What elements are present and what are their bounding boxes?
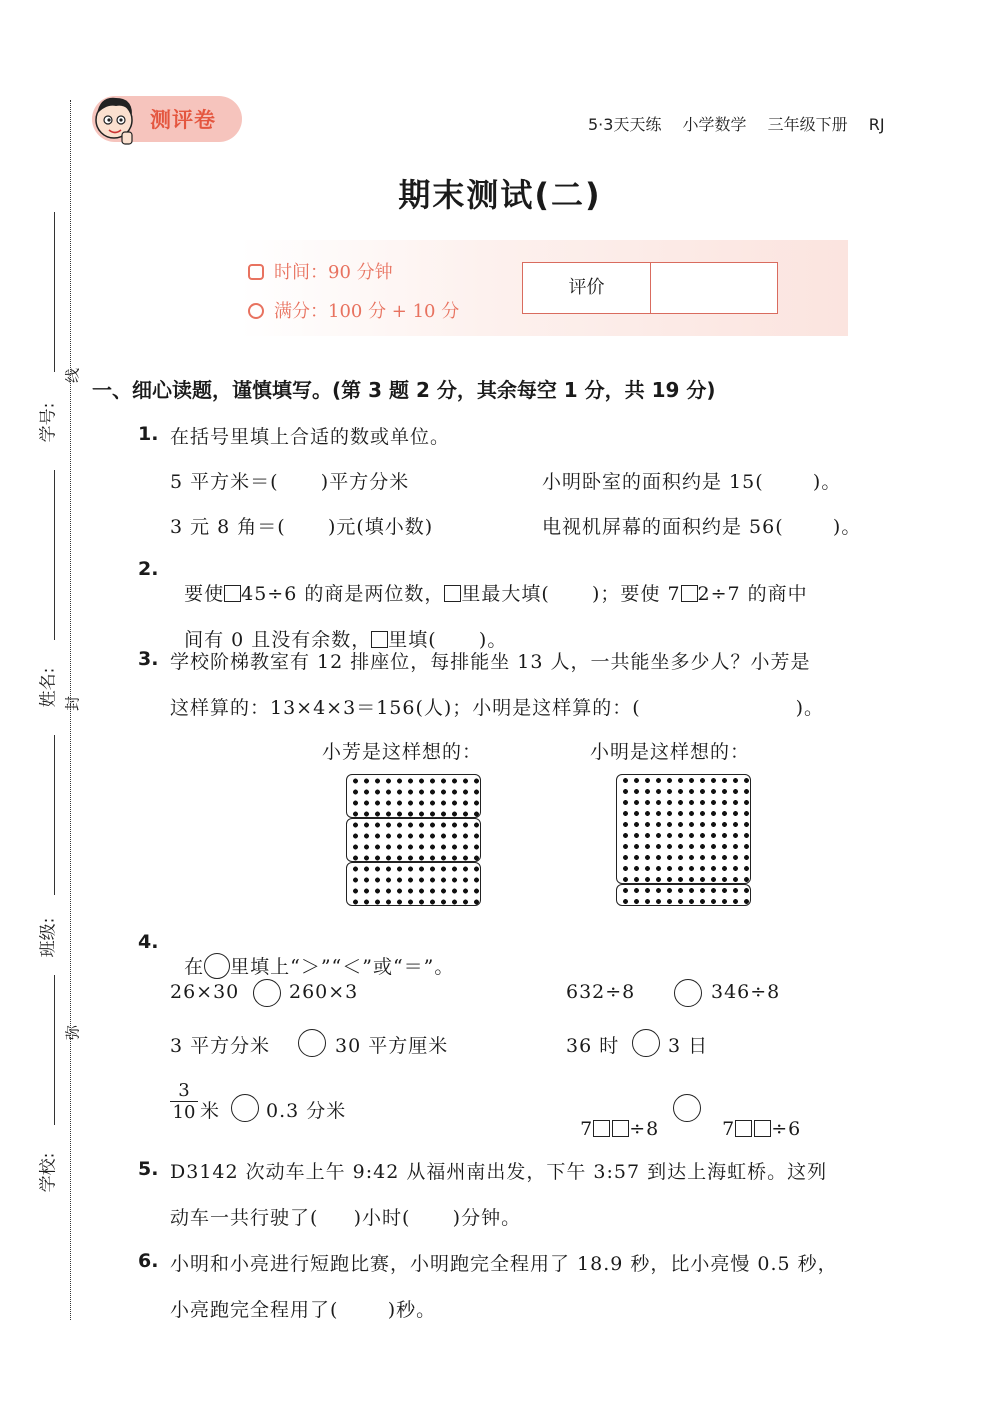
q6-line2: 小亮跑完全程用了( )秒。: [170, 1299, 437, 1321]
school-label: 学校:: [38, 1152, 59, 1193]
digit: 7: [722, 1118, 736, 1140]
question-number: 2.: [138, 558, 159, 580]
question-number: 4.: [138, 931, 159, 953]
compare-circle[interactable]: [632, 1029, 660, 1057]
q2-text-part: 间有 0 且没有余数，: [184, 629, 372, 651]
q3-line2: 这样算的：13×4×3＝156(人)；小明是这样算的：( )。: [170, 697, 824, 719]
compare-left-a: 632÷8: [566, 981, 636, 1003]
blank-square[interactable]: [612, 1120, 629, 1137]
grade-name: 三年级下册: [767, 115, 848, 134]
q2-text-part: 2÷7 的商中: [697, 583, 808, 605]
compare-left-b: 260×3: [289, 981, 359, 1003]
page-title: 期末测试(二): [398, 176, 602, 214]
operator-text: ÷8: [629, 1118, 660, 1140]
blank-square[interactable]: [224, 585, 241, 602]
compare-right-expr-b: [708, 1096, 801, 1140]
question-number: 5.: [138, 1158, 159, 1180]
class-rule: [54, 735, 55, 895]
compare-left-a: 米: [200, 1100, 221, 1122]
compare-left-a: 26×30: [170, 981, 240, 1003]
student-id-label: 学号:: [38, 402, 59, 443]
digit: 7: [580, 1118, 594, 1140]
blank-square[interactable]: [681, 585, 698, 602]
q2-text-part: 里最大填( )；要使 7: [461, 583, 681, 605]
evaluation-label: 评价: [523, 263, 651, 313]
check-icon: [248, 303, 264, 319]
subject-name: 小学数学: [682, 115, 747, 134]
badge-label: 测评卷: [150, 108, 216, 132]
q1-blank-b: 小明卧室的面积约是 15( )。: [542, 471, 842, 493]
compare-circle[interactable]: [253, 979, 281, 1007]
q1-blank-a: 5 平方米＝( )平方分米: [170, 471, 410, 493]
seal-mark-line: 线: [63, 368, 82, 384]
question-number: 3.: [138, 648, 159, 670]
q2-line1: [170, 557, 808, 606]
compare-left-a: 3 平方分米: [170, 1035, 271, 1057]
q2-text-part: 45÷6 的商是两位数，: [241, 583, 445, 605]
compare-circle[interactable]: [674, 979, 702, 1007]
compare-left-b: 30 平方厘米: [335, 1035, 449, 1057]
seal-mark-close: 弥: [63, 1025, 82, 1041]
edition-name: RJ: [868, 115, 885, 134]
question-number: 6.: [138, 1250, 159, 1272]
compare-circle[interactable]: [298, 1029, 326, 1057]
dot-array-group: [346, 862, 481, 906]
name-label: 姓名:: [38, 667, 59, 708]
q2-text-part: 里填( )。: [388, 629, 508, 651]
time-text: 时间：90 分钟: [274, 262, 393, 283]
operator-text: ÷6: [771, 1118, 802, 1140]
dot-array-large: [616, 774, 751, 884]
score-text: 满分：100 分 + 10 分: [274, 301, 460, 322]
evaluation-box: [522, 262, 778, 314]
time-row: [248, 258, 393, 284]
question-text: 在括号里填上合适的数或单位。: [170, 426, 451, 448]
blank-square[interactable]: [754, 1120, 771, 1137]
blank-square[interactable]: [371, 631, 388, 648]
blank-square[interactable]: [444, 585, 461, 602]
ming-caption: 小明是这样想的：: [590, 741, 751, 763]
score-row: [248, 297, 459, 323]
compare-circle[interactable]: [204, 953, 230, 979]
section-title: 一、细心读题，谨慎填写。(第 3 题 2 分，其余每空 1 分，共 19 分): [92, 378, 716, 402]
fraction-denominator: 10: [172, 1102, 196, 1123]
q4-text: [170, 930, 454, 979]
dot-array-small: [616, 884, 751, 906]
compare-left-b: 3 日: [668, 1035, 709, 1057]
dot-array-group: [346, 818, 481, 862]
q3-line1: 学校阶梯教室有 12 排座位，每排能坐 13 人，一共能坐多少人？小芳是: [170, 651, 811, 673]
series-name: 5·3天天练: [588, 115, 662, 134]
name-rule: [54, 470, 55, 640]
student-id-rule: [54, 212, 55, 372]
clock-icon: [248, 264, 264, 280]
compare-circle[interactable]: [231, 1094, 259, 1122]
seal-mark-seal: 封: [63, 696, 82, 712]
q2-text-part: 要使: [184, 583, 225, 605]
q4-text-part: 在: [184, 956, 205, 978]
compare-left-a: 36 时: [566, 1035, 620, 1057]
q4-text-part: 里填上“＞”“＜”或“＝”。: [230, 956, 455, 978]
dot-array-group: [346, 774, 481, 818]
compare-left-b: 346÷8: [711, 981, 781, 1003]
fang-caption: 小芳是这样想的：: [322, 741, 483, 763]
compare-left-b: 0.3 分米: [266, 1100, 347, 1122]
q2-line2: [170, 603, 507, 652]
question-number: 1.: [138, 423, 159, 445]
fraction: [170, 1080, 198, 1123]
class-label: 班级:: [38, 917, 59, 958]
cartoon-boy-icon: [90, 90, 140, 146]
q1-blank-c: 3 元 8 角＝( )元(填小数): [170, 516, 434, 538]
school-rule: [54, 975, 55, 1125]
compare-circle[interactable]: [673, 1094, 701, 1122]
q5-line1: D3142 次动车上午 9:42 从福州南出发，下午 3:57 到达上海虹桥。这列: [170, 1161, 828, 1183]
header-info: [588, 112, 901, 135]
compare-right-expr-a: [566, 1096, 659, 1140]
evaluation-field[interactable]: [651, 263, 777, 313]
fraction-numerator: 3: [170, 1080, 198, 1102]
q5-line2: 动车一共行驶了( )小时( )分钟。: [170, 1207, 522, 1229]
blank-square[interactable]: [735, 1120, 752, 1137]
q6-line1: 小明和小亮进行短跑比赛，小明跑完全程用了 18.9 秒，比小亮慢 0.5 秒，: [170, 1253, 838, 1275]
q1-blank-d: 电视机屏幕的面积约是 56( )。: [542, 516, 862, 538]
blank-square[interactable]: [593, 1120, 610, 1137]
